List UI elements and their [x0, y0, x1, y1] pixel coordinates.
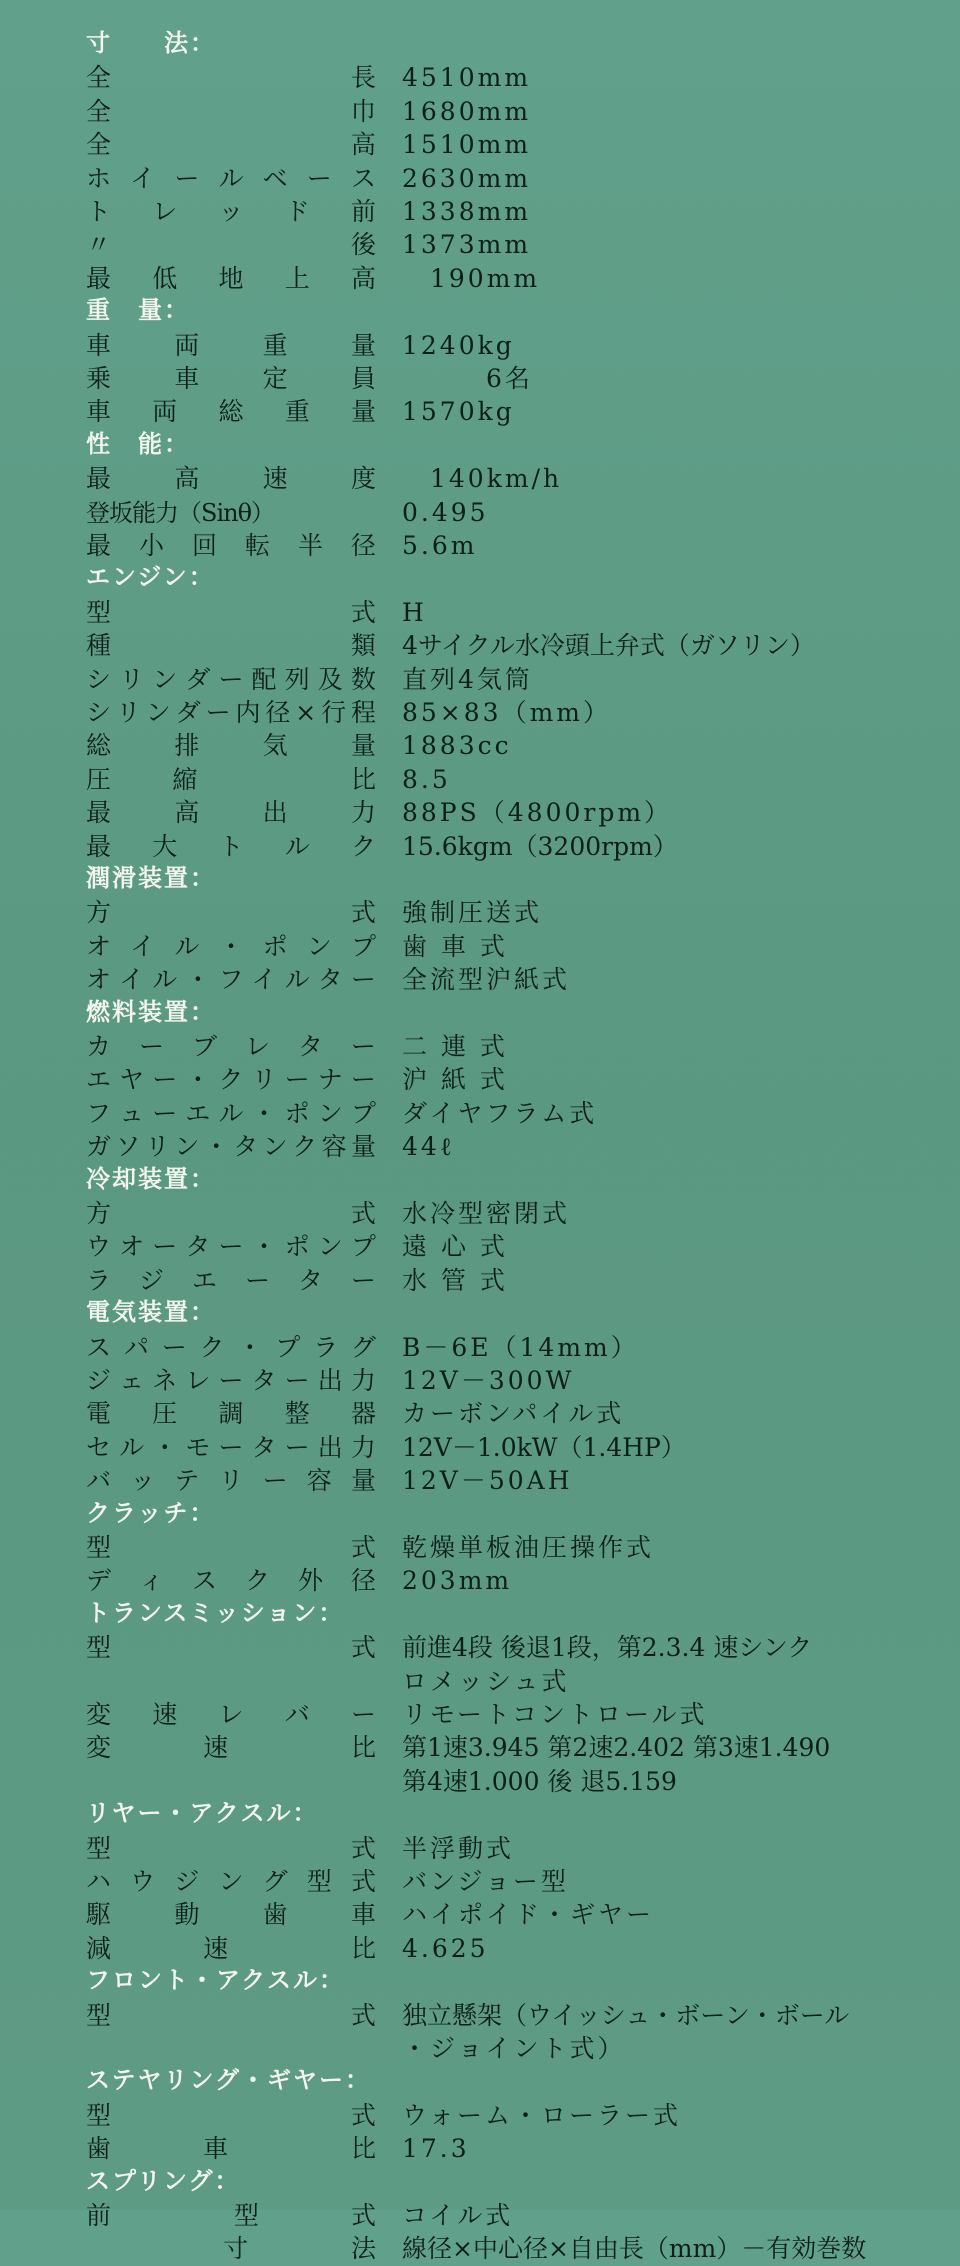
spec-label: シ リ ン ダ ー 内 径 × 行 程	[86, 698, 376, 727]
spec-value: バンジョー型	[402, 1867, 569, 1896]
spec-label: オ イ ル ・ フ イ ル タ ー	[86, 965, 376, 995]
spec-value: 1338mm	[402, 197, 532, 226]
spec-value: 140km/h	[402, 464, 563, 494]
section-title-elec: 電気装置：	[86, 1298, 216, 1327]
spec-label: ジ ェ ネ レ ー タ ー 出 力	[86, 1366, 376, 1395]
section-title-rear: リヤー・アクスル：	[86, 1799, 319, 1828]
spec-label: 最 小 回 転 半 径	[86, 531, 376, 560]
section-title-spring: スプリング：	[86, 2166, 241, 2195]
spec-label: 型 式	[86, 1633, 376, 1663]
spec-label: 全 高	[86, 130, 376, 160]
spec-value: H	[402, 597, 427, 627]
spec-value: 2630mm	[402, 163, 532, 193]
spec-value: 乾燥単板油圧操作式	[402, 1533, 655, 1562]
spec-value: 190mm	[402, 263, 541, 293]
spec-value: 歯 車 式	[402, 931, 508, 961]
spec-label: ガ ソ リ ン ・ タ ン ク 容 量	[86, 1132, 376, 1162]
spec-value: 1373mm	[402, 230, 532, 260]
spec-value: 12V－1.0kW（1.4HP）	[402, 1432, 686, 1462]
spec-value: 線径×中心径×自由長（mm）－有効巻数	[402, 2234, 867, 2264]
spec-label: 減 速 比	[86, 1933, 376, 1963]
spec-label: 前 型 式	[86, 2201, 376, 2230]
spec-value: 1570kg	[402, 397, 515, 427]
spec-label: 最 低 地 上 高	[86, 263, 376, 293]
spec-label: 型 式	[86, 597, 376, 627]
spec-label: オ イ ル ・ ポ ン プ	[86, 931, 376, 961]
spec-value: コイル式	[402, 2201, 514, 2230]
spec-value: 1883cc	[402, 731, 512, 761]
spec-label: バ ッ テ リ ー 容 量	[86, 1466, 376, 1496]
spec-label: 車 両 総 重 量	[86, 397, 376, 427]
spec-label: フ ュ ー エ ル ・ ポ ン プ	[86, 1098, 376, 1128]
spec-label: 最 大 ト ル ク	[86, 831, 376, 861]
spec-label: カ ー ブ レ タ ー	[86, 1032, 376, 1061]
spec-value: ・ジョイント式）	[402, 2034, 626, 2063]
spec-label: 登坂能力（Sinθ）	[86, 498, 275, 527]
spec-label: 型 式	[86, 1533, 376, 1562]
spec-value: 沪 紙 式	[402, 1065, 508, 1095]
spec-value: リモートコントロール式	[402, 1700, 708, 1729]
spec-value: 強制圧送式	[402, 898, 543, 928]
spec-value: 4510mm	[402, 63, 532, 93]
spec-value: 4サイクル水冷頭上弁式（ガソリン）	[402, 631, 815, 661]
spec-label: 型 式	[86, 2000, 376, 2030]
spec-value: 水 管 式	[402, 1265, 508, 1295]
spec-value: 遠 心 式	[402, 1232, 508, 1262]
spec-value: 8.5	[402, 764, 451, 794]
section-title-trans: トランスミッション：	[86, 1598, 345, 1627]
spec-value: 第4速1.000 後 退5.159	[402, 1766, 677, 1796]
spec-label: 歯 車 比	[86, 2134, 376, 2164]
spec-label: 最 高 出 力	[86, 798, 376, 828]
spec-label: シ リ ン ダ ー 配 列 及 数	[86, 664, 376, 694]
spec-value: 1510mm	[402, 130, 532, 160]
spec-label: ホ イ ー ル ベ ー ス	[86, 163, 376, 193]
spec-value: 1680mm	[402, 96, 532, 126]
spec-value: 6名	[402, 364, 533, 393]
spec-label: 方 式	[86, 898, 376, 928]
section-title-weight: 重 量：	[86, 296, 190, 325]
spec-label: 変 速 比	[86, 1733, 376, 1763]
spec-label: ト レ ッ ド 前	[86, 197, 376, 226]
spec-value: 全流型沪紙式	[402, 965, 571, 995]
spec-value: 44ℓ	[402, 1132, 455, 1162]
spec-label: ラ ジ エ ー タ ー	[86, 1265, 376, 1295]
spec-value: 1240kg	[402, 330, 515, 360]
section-title-cool: 冷却装置：	[86, 1164, 216, 1193]
spec-value: 独立懸架（ウイッシュ・ボーン・ボール	[402, 2000, 850, 2030]
section-title-perf: 性 能：	[86, 429, 190, 458]
spec-label: 全 長	[86, 63, 376, 93]
spec-value: 5.6m	[402, 531, 478, 560]
spec-value: ウォーム・ローラー式	[402, 2100, 682, 2130]
spec-value: 12V－50AH	[402, 1466, 573, 1496]
spec-label: 総 排 気 量	[86, 731, 376, 761]
section-title-dims: 寸 法：	[86, 29, 216, 57]
spec-value: 85×83（mm）	[402, 698, 611, 727]
spec-label: エ ヤ ー ・ ク リ ー ナ ー	[86, 1065, 376, 1095]
spec-value: 第1速3.945 第2速2.402 第3速1.490	[402, 1733, 831, 1763]
spec-label: 車 両 重 量	[86, 330, 376, 360]
section-title-clutch: クラッチ：	[86, 1498, 216, 1527]
spec-value: 17.3	[402, 2134, 470, 2164]
spec-label: 電 圧 調 整 器	[86, 1399, 376, 1429]
spec-label: ハ ウ ジ ン グ 型 式	[86, 1867, 376, 1896]
spec-label: 寸 法	[223, 2234, 376, 2264]
section-title-fuel: 燃料装置：	[86, 997, 216, 1026]
spec-value: カーボンパイル式	[402, 1399, 625, 1429]
spec-value: 88PS（4800rpm）	[402, 798, 673, 828]
spec-value: 12V－300W	[402, 1366, 575, 1395]
spec-label: 〃 後	[86, 230, 376, 260]
spec-label: ウ オ ー タ ー ・ ポ ン プ	[86, 1232, 376, 1262]
spec-value: B－6E（14mm）	[402, 1332, 639, 1362]
spec-value: 直列4気筒	[402, 664, 533, 694]
spec-value: 前進4段 後退1段，第2.3.4 速シンク	[402, 1633, 813, 1663]
spec-label: 方 式	[86, 1199, 376, 1228]
spec-label: 種 類	[86, 631, 376, 661]
spec-value: 4.625	[402, 1933, 489, 1963]
spec-value: 半浮動式	[402, 1833, 515, 1863]
spec-value: 水冷型密閉式	[402, 1199, 571, 1228]
spec-label: 変 速 レ バ ー	[86, 1700, 376, 1729]
spec-value: 203mm	[402, 1566, 513, 1596]
spec-label: 全 巾	[86, 96, 376, 126]
spec-label: 駆 動 歯 車	[86, 1900, 376, 1930]
spec-value: 0.495	[402, 497, 489, 527]
spec-label: 型 式	[86, 2100, 376, 2130]
section-title-engine: エンジン：	[86, 563, 215, 592]
spec-value: ロメッシュ式	[402, 1666, 570, 1696]
spec-value: 二 連 式	[402, 1032, 508, 1061]
spec-label: 乗 車 定 員	[86, 364, 376, 393]
spec-value: ハイポイド・ギヤー	[402, 1900, 655, 1930]
section-title-front: フロント・アクスル：	[86, 1966, 346, 1995]
spec-label: デ ィ ス ク 外 径	[86, 1566, 376, 1596]
spec-label: 圧 縮 比	[86, 764, 376, 794]
section-title-steer: ステヤリング・ギヤー：	[86, 2066, 372, 2095]
spec-label: ス パ ー ク ・ プ ラ グ	[86, 1332, 376, 1362]
spec-label: 最 高 速 度	[86, 464, 376, 494]
spec-label: セ ル ・ モ ー タ ー 出 力	[86, 1432, 376, 1462]
section-title-lube: 潤滑装置：	[86, 864, 216, 892]
spec-value: ダイヤフラム式	[402, 1098, 598, 1128]
spec-label: 型 式	[86, 1833, 376, 1863]
spec-value: 15.6kgm（3200rpm）	[402, 831, 678, 861]
